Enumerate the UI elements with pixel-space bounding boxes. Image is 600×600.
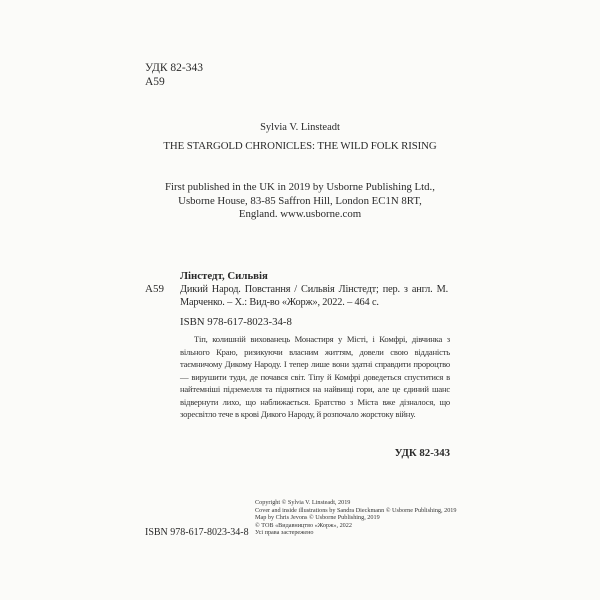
book-abstract: Тіп, колишній вихованець Монастиря у Місті, і Комфрі, дівчинка з вільного Краю, ризикуючи власним життям, довели свою відданість таємничому Дикому Народу. І тепер лише вони здатні справдити пророцтво — вирушити туди, де почався світ. Тіпу й Комфрі доведеться спуститися в найтемніші підземелля та піднятися на найвищі гори, але це єдиний шанс відвернути лихо, що наближається. Братство з Міста вже дізналося, що зоресвітло тече в крові Дикого Народу, й розпочало жорстоку війну. (180, 334, 450, 419)
catalog-card (180, 270, 448, 309)
original-title: THE STARGOLD CHRONICLES: THE WILD FOLK RISING (163, 140, 437, 152)
udk-right: УДК 82-343 (394, 447, 450, 459)
publication-info-line: First published in the UK in 2019 by Usborne Publishing Ltd., (165, 181, 435, 193)
copyright-line: Map by Chris Jevons © Usborne Publishing, 2019 (255, 514, 380, 522)
publication-info-line: England. www.usborne.com (238, 208, 362, 220)
publication-info (0, 181, 600, 222)
copyright-line: Усі права застережено (255, 529, 314, 537)
catalog-isbn: ISBN 978-617-8023-34-8 (180, 316, 292, 328)
udk-header (145, 61, 203, 89)
isbn-bottom: ISBN 978-617-8023-34-8 (145, 527, 249, 538)
catalog-author: Лінстедт, Сильвія (180, 270, 268, 282)
catalog-description: Дикий Народ. Повстання / Сильвія Лінстедт; пер. з англ. М. Марченко. – Х.: Вид-во «Жорж», 2022. – 464 с. (180, 284, 448, 308)
original-author: Sylvia V. Linsteadt (260, 122, 340, 133)
author-mark: А59 (145, 76, 165, 88)
catalog-code: А59 (145, 283, 164, 295)
copyright-line: Cover and inside illustrations by Sandra Dieckmann © Usborne Publishing, 2019 (255, 506, 457, 514)
publication-info-line: Usborne House, 83-85 Saffron Hill, London EC1N 8RT, (178, 194, 422, 207)
copyright-line: Copyright © Sylvia V. Linsteadt, 2019 (255, 499, 351, 506)
udk-code: УДК 82-343 (145, 62, 203, 74)
copyright-block (255, 499, 465, 537)
copyright-line: © ТОВ «Видавництво «Жорж», 2022 (255, 521, 352, 529)
